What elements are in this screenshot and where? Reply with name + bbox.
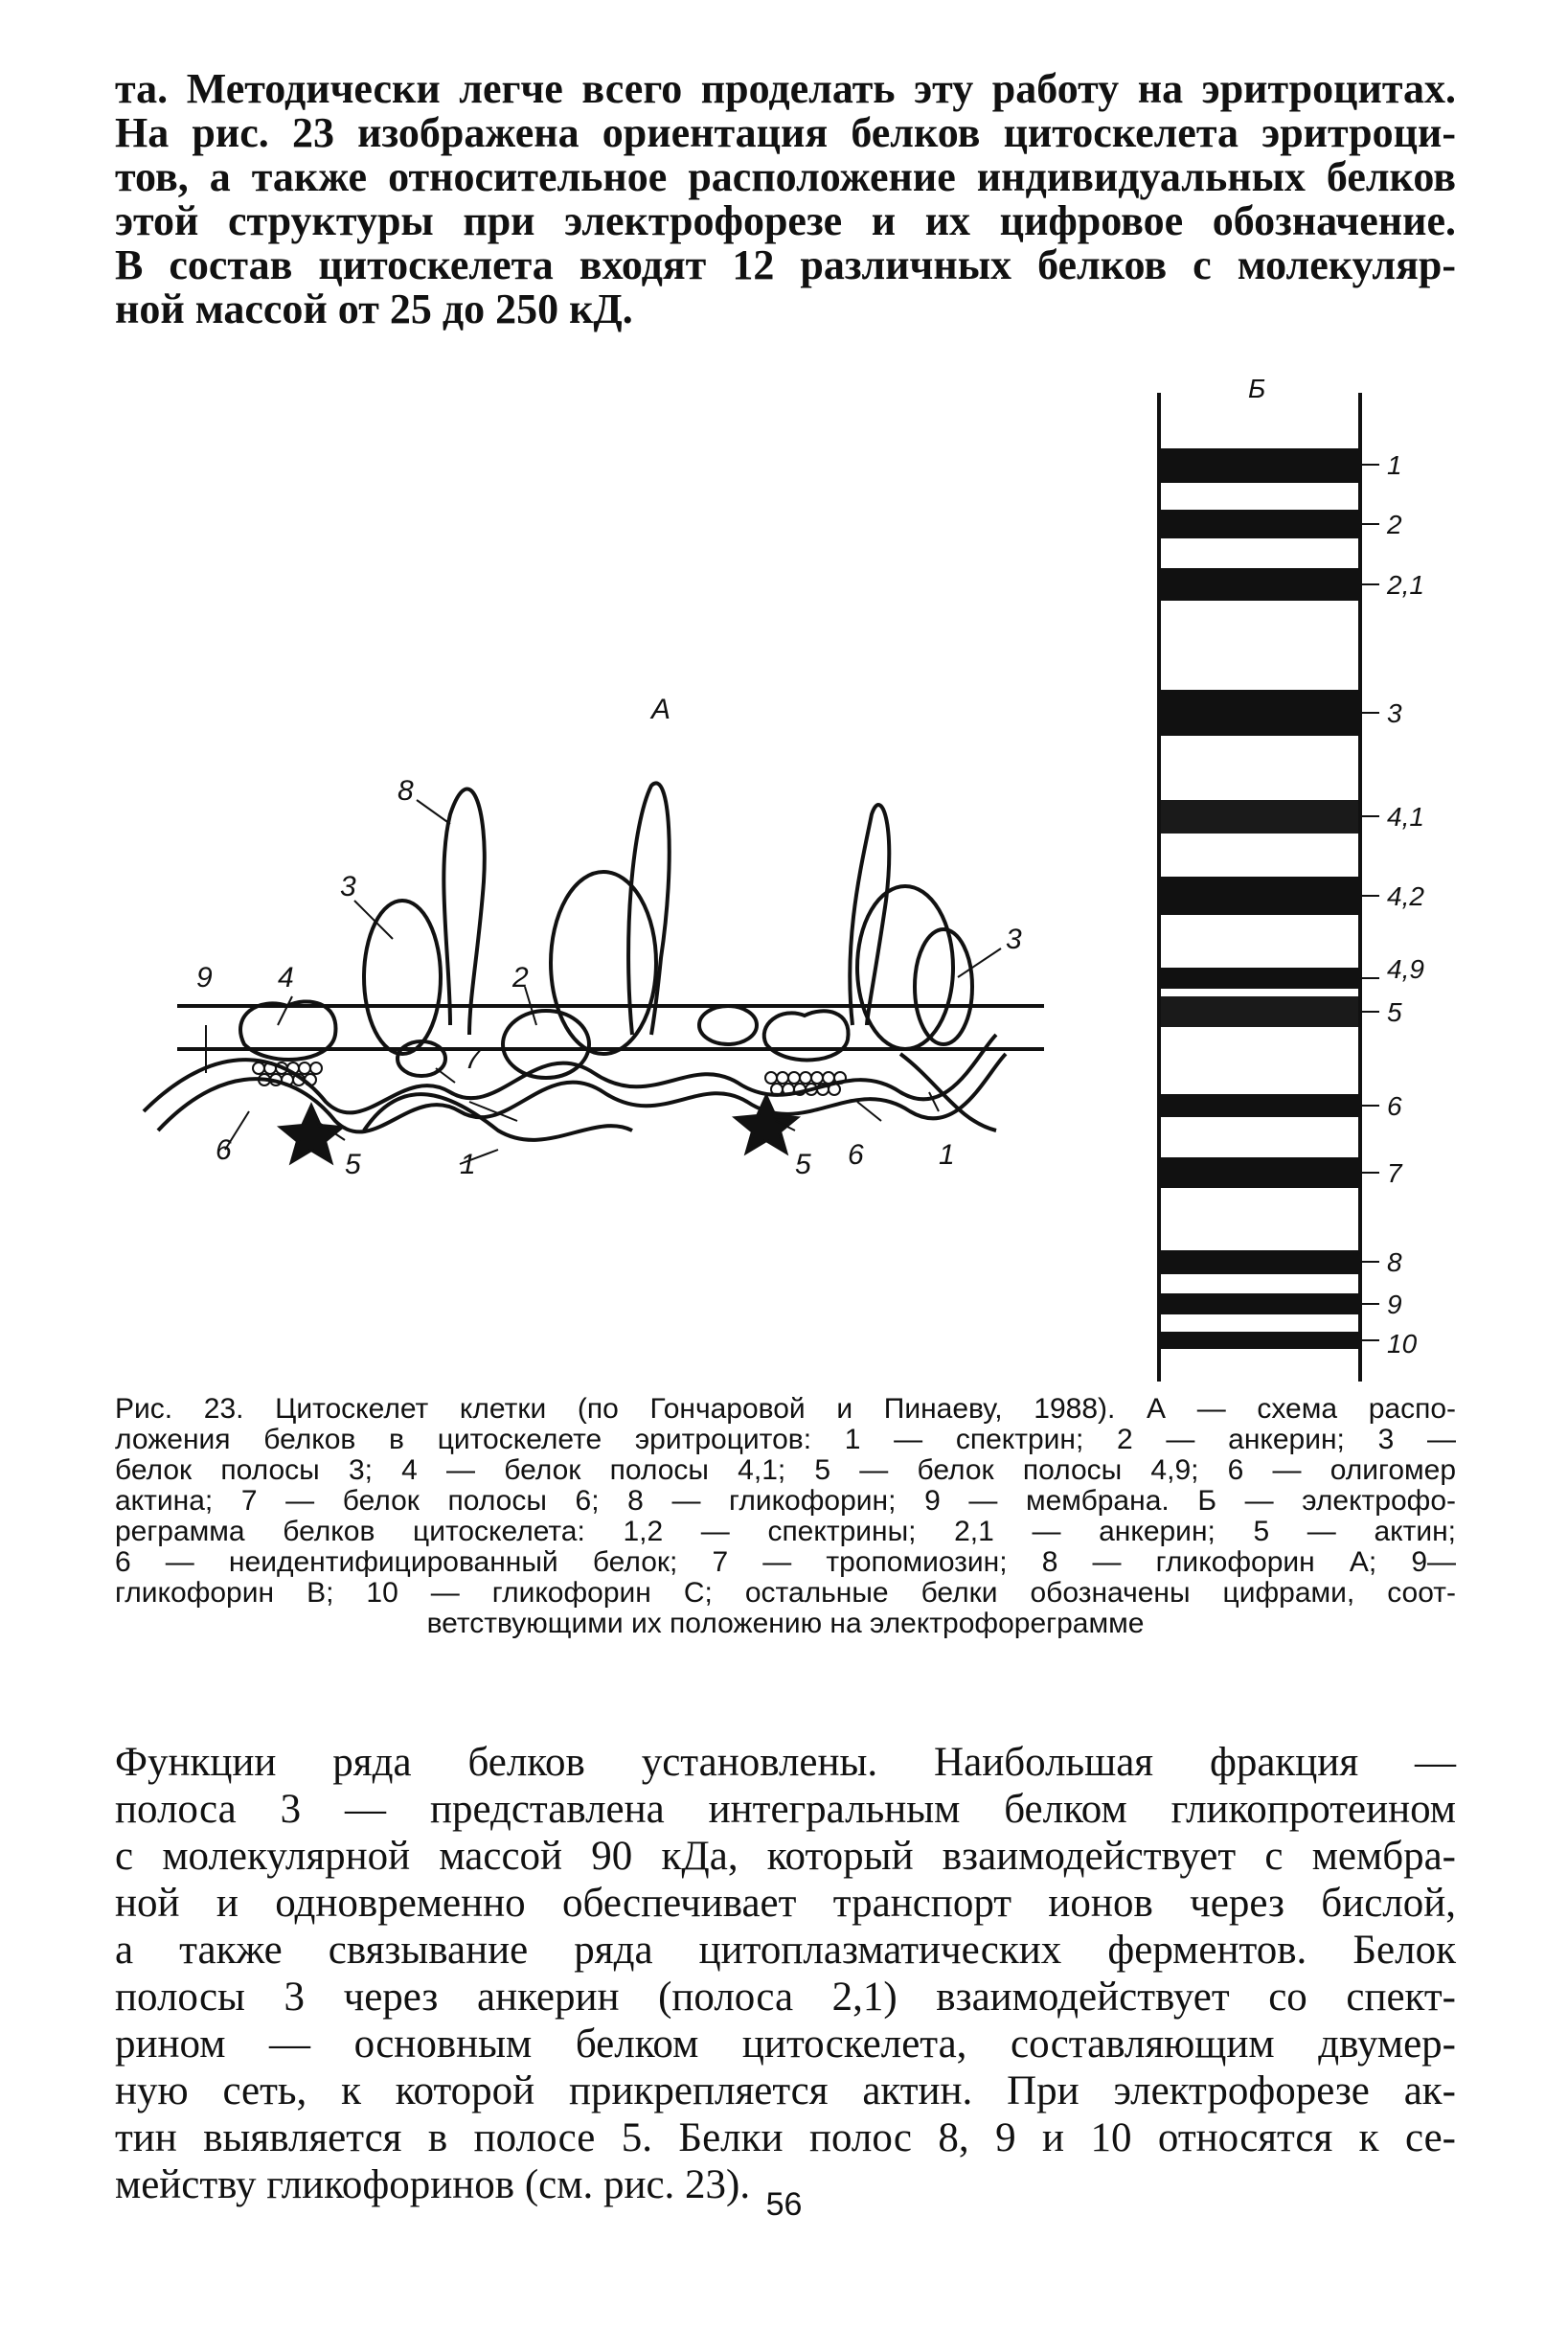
glycophorin	[443, 789, 484, 1035]
text-line: с молекулярной массой 90 кДа, который взаимодействует с мембра-	[115, 1834, 1456, 1879]
panel-a-label: А	[651, 694, 671, 725]
band-label: 2	[1387, 510, 1402, 539]
body-paragraph	[115, 1739, 1456, 2208]
scheme-label-1: 1	[939, 1139, 955, 1171]
panel-a-scheme	[144, 783, 1044, 1332]
text-line: ную сеть, к которой прикрепляется актин. При электрофорезе ак-	[115, 2068, 1456, 2113]
caption-line: 6 — неидентифицированный белок; 7 — тропомиозин; 8 — гликофорин А; 9—	[115, 1546, 1456, 1578]
band41-protein	[764, 1011, 849, 1060]
glycophorin	[628, 783, 670, 1035]
band3-protein	[551, 872, 656, 1054]
gel-band-7	[1161, 1157, 1358, 1188]
gel-band-4-2	[1161, 877, 1358, 915]
text-line: В состав цитоскелета входят 12 различных белков с молекуляр-	[115, 241, 1456, 288]
scheme-label-7: 7	[465, 1043, 481, 1075]
caption-line: гликофорин В; 10 — гликофорин С; остальные белки обозначены цифрами, соот-	[115, 1577, 1456, 1609]
figure-caption	[115, 1394, 1456, 1639]
text-line: тин выявляется в полосе 5. Белки полос 8, 9 и 10 относятся к се-	[115, 2115, 1456, 2160]
figure-23	[0, 364, 1568, 1389]
band-label: 4,1	[1387, 802, 1424, 832]
scheme-label-3: 3	[1006, 924, 1022, 955]
text-line: полосы 3 через анкерин (полоса 2,1) взаимодействует со спект-	[115, 1975, 1456, 2020]
actin-oligomer	[253, 1062, 322, 1085]
scheme-label-1: 1	[460, 1149, 476, 1180]
band-label: 9	[1387, 1290, 1402, 1319]
band-label: 4,9	[1387, 954, 1424, 984]
band-label: 5	[1387, 997, 1402, 1027]
scheme-label-5: 5	[345, 1149, 361, 1180]
band-label: 1	[1387, 450, 1402, 480]
text-line: а также связывание ряда цитоплазматических ферментов. Белок	[115, 1928, 1456, 1973]
panel-b-electrophoregram	[1159, 374, 1424, 1382]
gel-band-1	[1161, 448, 1358, 483]
text-line: На рис. 23 изображена ориентация белков цитоскелета эритроци-	[115, 109, 1456, 156]
gel-band-4-1	[1161, 800, 1358, 834]
band-ticks	[1360, 465, 1379, 1340]
caption-line: ложения белков в цитоскелете эритроцитов: 1 — спектрин; 2 — анкерин; 3 —	[115, 1424, 1456, 1455]
band-label: 4,2	[1387, 881, 1424, 911]
gel-band-9	[1161, 1293, 1358, 1314]
caption-line: ветствующими их положению на электрофореграмме	[426, 1608, 1145, 1639]
band-labels	[1386, 450, 1424, 1359]
scheme-label-6: 6	[216, 1134, 232, 1166]
scheme-label-4: 4	[278, 962, 294, 994]
band-label: 2,1	[1387, 570, 1424, 600]
text-line: та. Методически легче всего проделать эту работу на эритроцитах.	[115, 65, 1456, 112]
gel-band-10	[1161, 1332, 1358, 1349]
band49-star	[737, 1097, 796, 1152]
scheme-label-3: 3	[340, 871, 356, 902]
text-line: ной массой от 25 до 250 кД.	[115, 286, 633, 332]
caption-line: реграмма белков цитоскелета: 1,2 — спектрины; 2,1 — анкерин; 5 — актин;	[115, 1516, 1456, 1547]
gel-band-6	[1161, 1094, 1358, 1117]
spectrin-filament	[364, 1094, 632, 1140]
text-line: этой структуры при электрофорезе и их цифровое обозначение.	[115, 197, 1456, 244]
caption-line: белок полосы 3; 4 — белок полосы 4,1; 5 — белок полосы 4,9; 6 — олигомер	[115, 1454, 1456, 1486]
panel-b-label: Б	[1248, 374, 1266, 403]
page-number: 56	[765, 2186, 803, 2223]
caption-line: актина; 7 — белок полосы 6; 8 — гликофорин; 9 — мембрана. Б — электрофо-	[115, 1485, 1456, 1517]
scheme-label-8: 8	[398, 775, 414, 807]
text-line: Функции ряда белков установлены. Наибольшая фракция —	[115, 1740, 1456, 1785]
actin-oligomer	[765, 1072, 846, 1095]
leader-lines	[206, 800, 1001, 1332]
text-line: полоса 3 — представлена интегральным белком гликопротеином	[115, 1787, 1456, 1832]
gel-band-5	[1161, 996, 1358, 1027]
text-line: ной и одновременно обеспечивает транспорт ионов через бислой,	[115, 1881, 1456, 1926]
band-label: 10	[1387, 1329, 1418, 1359]
text-line: рином — основным белком цитоскелета, составляющим двумер-	[115, 2022, 1456, 2067]
gel-band-4-9	[1161, 968, 1358, 989]
caption-line: Рис. 23. Цитоскелет клетки (по Гончаровой и Пинаеву, 1988). А — схема распо-	[115, 1393, 1456, 1425]
scheme-label-5: 5	[795, 1149, 811, 1180]
band-label: 7	[1387, 1158, 1402, 1188]
text-line: тов, а также относительное расположение индивидуальных белков	[115, 153, 1456, 200]
gel-band-2-1	[1161, 568, 1358, 601]
top-paragraph	[115, 67, 1456, 331]
scheme-label-6: 6	[848, 1139, 864, 1171]
gel-band-3	[1161, 690, 1358, 736]
band3-protein	[364, 901, 441, 1054]
band3-protein	[915, 929, 972, 1044]
band-label: 8	[1387, 1247, 1402, 1277]
gel-band-2	[1161, 510, 1358, 538]
scheme-label-9: 9	[196, 962, 213, 994]
text-line: мейству гликофоринов (см. рис. 23).	[115, 2162, 751, 2207]
band6-protein	[699, 1006, 757, 1044]
scheme-label-2: 2	[512, 962, 529, 994]
band-label: 6	[1387, 1091, 1402, 1121]
band-label: 3	[1387, 698, 1402, 728]
gel-band-8	[1161, 1250, 1358, 1274]
band3-protein	[857, 886, 953, 1049]
